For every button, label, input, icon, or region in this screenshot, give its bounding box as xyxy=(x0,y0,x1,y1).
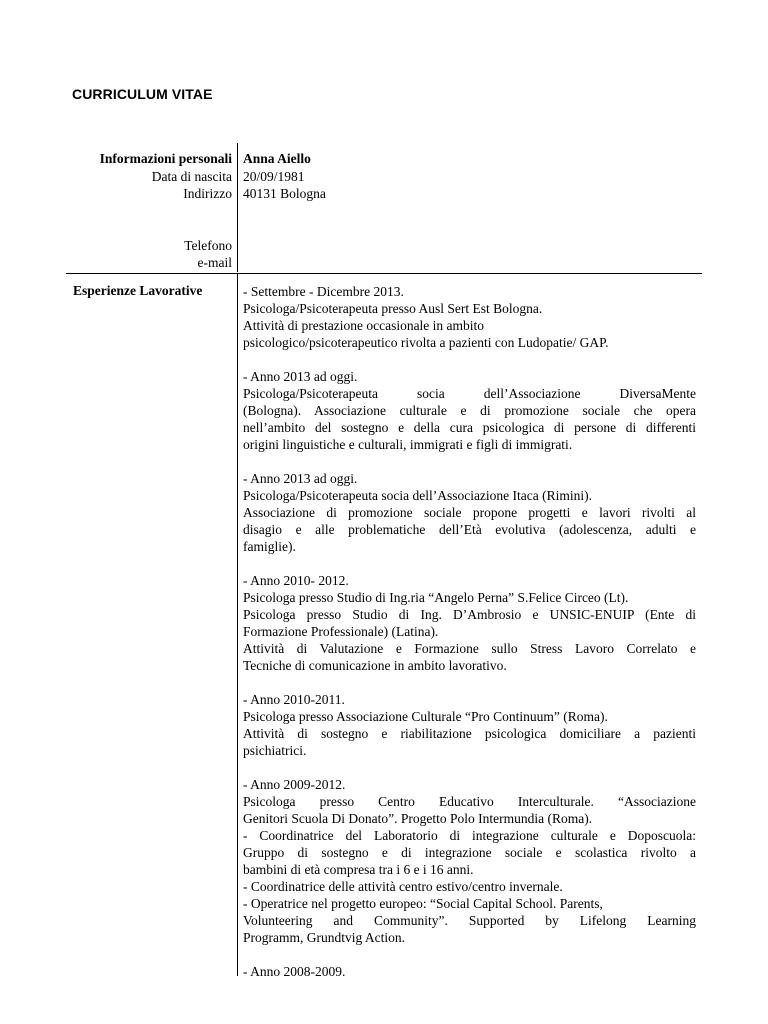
person-name: Anna Aiello xyxy=(243,151,311,166)
entry-date: - Anno 2009-2012. xyxy=(243,777,346,792)
entry-line: Psicologa presso Studio di Ing. D’Ambrosio e UNSIC-ENUIP (Ente di xyxy=(243,607,696,622)
work-entry-5 xyxy=(243,691,696,759)
entry-line: psichiatrici. xyxy=(243,743,307,758)
cv-title: CURRICULUM VITAE xyxy=(72,86,213,102)
entry-line: Associazione di promozione sociale propone progetti e lavori rivolti al xyxy=(243,505,696,520)
entry-line: Attività di prestazione occasionale in ambito xyxy=(243,318,485,333)
work-entry-6 xyxy=(243,776,696,946)
entry-line: Formazione Professionale) (Latina). xyxy=(243,624,439,639)
label-address: Indirizzo xyxy=(183,186,232,201)
personal-labels xyxy=(60,150,232,272)
birth-date-value: 20/09/1981 xyxy=(243,168,305,184)
entry-date: - Settembre - Dicembre 2013. xyxy=(243,284,404,299)
entry-date: - Anno 2008-2009. xyxy=(243,964,346,979)
entry-line: Psicologa presso Centro Educativo Interculturale. “Associazione xyxy=(243,794,696,809)
work-experience-list xyxy=(243,283,696,997)
entry-line: nell’ambito del sostegno e della cura psicologica di persone di differenti xyxy=(243,420,696,435)
label-email: e-mail xyxy=(197,255,232,270)
entry-line: Psicologa presso Studio di Ing.ria “Angelo Perna” S.Felice Circeo (Lt). xyxy=(243,590,629,605)
work-divider xyxy=(237,274,238,976)
entry-line: Genitori Scuola Di Donato”. Progetto Polo Intermundia (Roma). xyxy=(243,811,593,826)
personal-heading: Informazioni personali xyxy=(99,151,232,166)
entry-line: famiglie). xyxy=(243,539,296,554)
work-entry-3 xyxy=(243,470,696,555)
entry-line: Psicologa/Psicoterapeuta socia dell’Associazione Itaca (Rimini). xyxy=(243,488,593,503)
entry-line: origini linguistiche e culturali, immigrati e figli di immigrati. xyxy=(243,437,573,452)
entry-line: Psicologa presso Associazione Culturale “Pro Continuum” (Roma). xyxy=(243,709,608,724)
entry-line: Psicologa/Psicoterapeuta socia dell’Associazione DiversaMente xyxy=(243,386,696,401)
entry-line: Attività di sostegno e riabilitazione psicologica domiciliare a pazienti xyxy=(243,726,696,741)
address-value: 40131 Bologna xyxy=(243,186,326,201)
entry-date: - Anno 2010- 2012. xyxy=(243,573,349,588)
entry-line: Attività di Valutazione e Formazione sullo Stress Lavoro Correlato e xyxy=(243,641,696,656)
personal-divider xyxy=(237,143,238,272)
personal-values xyxy=(243,150,696,203)
entry-date: - Anno 2010-2011. xyxy=(243,692,345,707)
entry-line: psicologico/psicoterapeutico rivolta a pazienti con Ludopatie/ GAP. xyxy=(243,335,609,350)
entry-line: Gruppo di sostegno e di integrazione sociale e scolastica rivolto a xyxy=(243,845,696,860)
entry-line: Volunteering and Community”. Supported by Lifelong Learning xyxy=(243,913,696,928)
entry-line: - Operatrice nel progetto europeo: “Social Capital School. Parents, xyxy=(243,896,603,911)
label-phone: Telefono xyxy=(184,237,232,253)
entry-line: - Coordinatrice del Laboratorio di integrazione culturale e Doposcuola: xyxy=(243,828,696,843)
label-birth-date: Data di nascita xyxy=(151,168,232,184)
entry-line: bambini di età compresa tra i 6 e i 16 anni. xyxy=(243,862,474,877)
entry-line: Psicologa/Psicoterapeuta presso Ausl Sert Est Bologna. xyxy=(243,301,543,316)
entry-line: - Coordinatrice delle attività centro estivo/centro invernale. xyxy=(243,879,563,894)
section-separator xyxy=(66,273,702,274)
work-entry-2 xyxy=(243,368,696,453)
entry-date: - Anno 2013 ad oggi. xyxy=(243,369,358,384)
entry-date: - Anno 2013 ad oggi. xyxy=(243,471,358,486)
work-entry-7 xyxy=(243,963,696,980)
entry-line: Programm, Grundtvig Action. xyxy=(243,930,405,945)
entry-line: disagio e alle problematiche dell’Età evolutiva (adolescenza, adulti e xyxy=(243,522,696,537)
work-entry-4 xyxy=(243,572,696,674)
entry-line: Tecniche di comunicazione in ambito lavorativo. xyxy=(243,658,507,673)
work-heading: Esperienze Lavorative xyxy=(73,283,203,298)
entry-line: (Bologna). Associazione culturale e di promozione sociale che opera xyxy=(243,403,696,418)
work-entry-1 xyxy=(243,283,696,351)
